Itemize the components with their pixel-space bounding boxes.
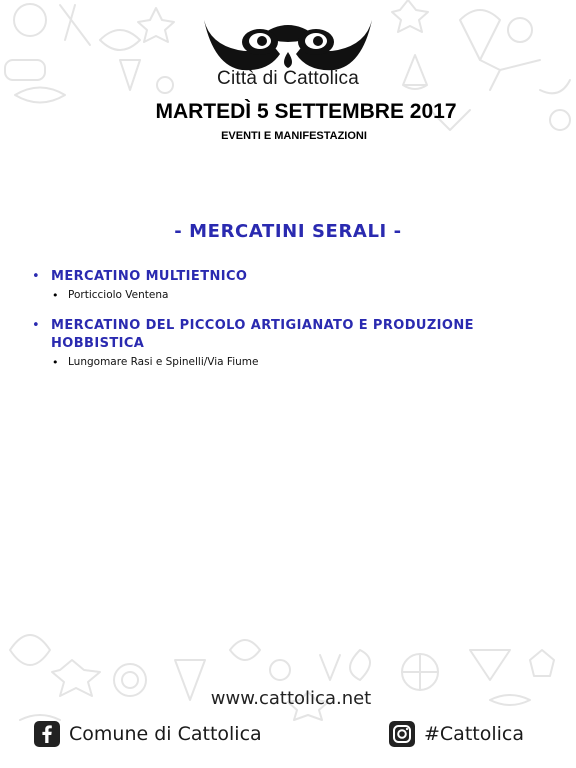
event-location: Porticciolo Ventena — [68, 289, 169, 301]
facebook-label: Comune di Cattolica — [69, 723, 262, 745]
event-title: MERCATINO MULTIETNICO — [51, 269, 248, 284]
logo-text: Città di Cattolica — [217, 68, 359, 89]
instagram-icon — [389, 721, 415, 747]
subtitle: EVENTI E MANIFESTAZIONI — [221, 130, 367, 142]
event-list — [32, 268, 552, 384]
website-link[interactable]: www.cattolica.net — [210, 688, 372, 709]
instagram-link[interactable] — [389, 720, 524, 748]
instagram-label: #Cattolica — [424, 723, 525, 745]
event-title: MERCATINO DEL PICCOLO ARTIGIANATO E PRODUZIONE HOBBISTICA — [51, 318, 474, 351]
list-item — [32, 317, 552, 370]
section-heading: - MERCATINI SERALI - — [174, 221, 402, 242]
bullet-icon: • — [52, 356, 59, 369]
list-item — [32, 268, 552, 303]
facebook-icon — [34, 721, 60, 747]
event-location: Lungomare Rasi e Spinelli/Via Fiume — [68, 356, 259, 368]
bullet-icon: • — [32, 269, 40, 284]
bullet-icon: • — [52, 289, 59, 302]
facebook-link[interactable] — [34, 720, 262, 748]
date-title: MARTEDÌ 5 SETTEMBRE 2017 — [155, 100, 457, 123]
bullet-icon: • — [32, 318, 40, 333]
